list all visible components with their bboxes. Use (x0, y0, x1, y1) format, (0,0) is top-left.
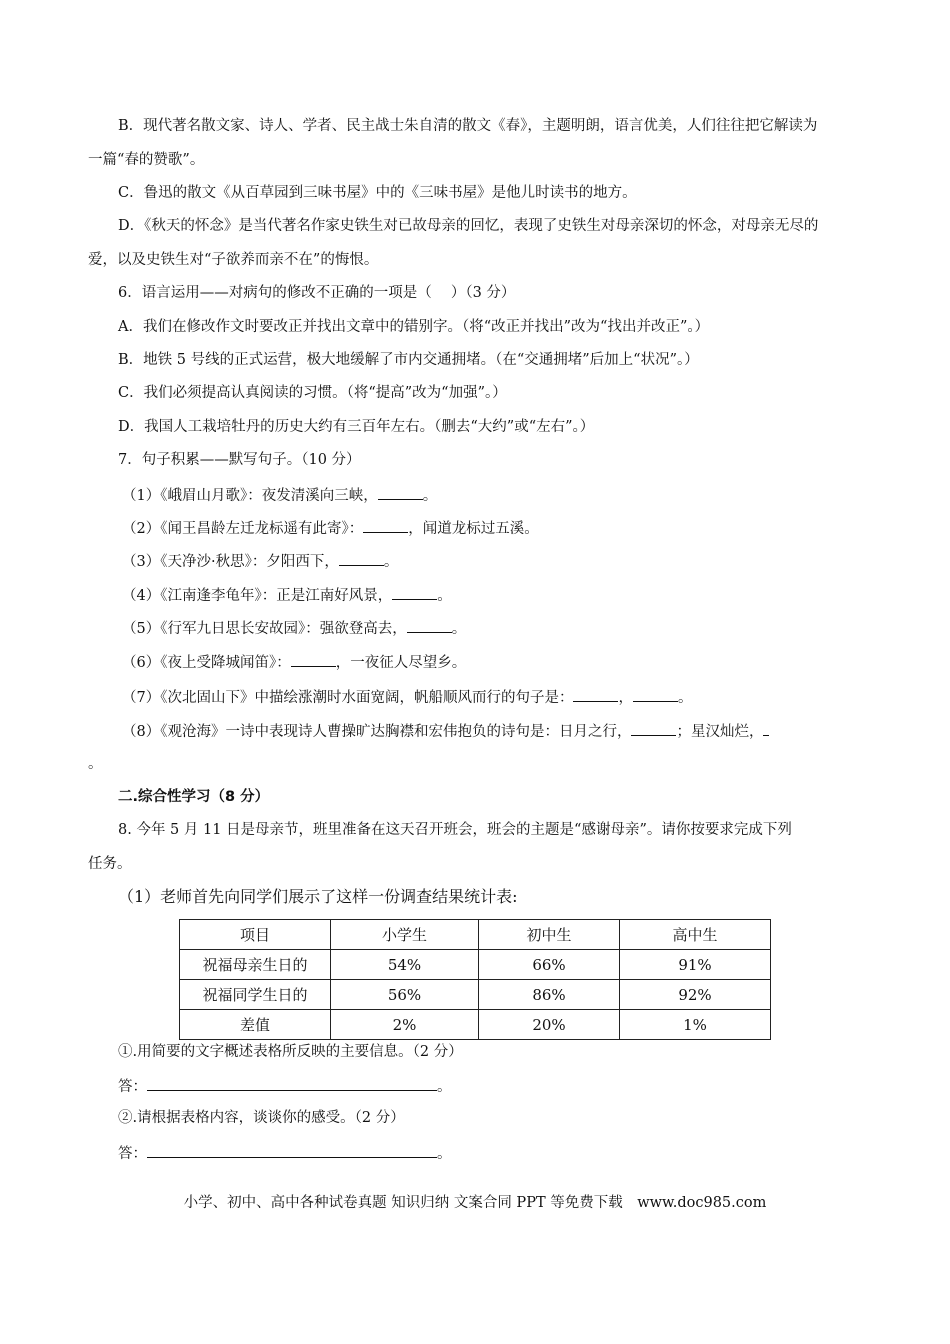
question-8-sub1: （1）老师首先向同学们展示了这样一份调查结果统计表: (118, 887, 518, 906)
answer-blank[interactable] (631, 720, 676, 736)
question-8-line2: 任务。 (88, 856, 132, 872)
table-header-cell: 小学生 (331, 920, 479, 950)
poem-item-3 (122, 550, 398, 572)
answer-label: 答： (118, 1146, 147, 1162)
question-8-part2: ②.请根据表格内容，谈谈你的感受。（2 分） (118, 1110, 405, 1126)
option-6d: D．我国人工栽培牡丹的历史大约有三百年左右。（删去“大约”或“左右”。） (118, 419, 595, 435)
poem-item-8-mid: ；星汉灿烂， (676, 724, 764, 740)
table-header-cell: 初中生 (479, 920, 620, 950)
question-7: 7．句子积累——默写句子。（10 分） (118, 452, 361, 468)
answer-blank[interactable] (573, 686, 618, 702)
poem-item-4-end: 。 (437, 588, 452, 604)
answer-end: 。 (437, 1146, 452, 1162)
table-cell: 差值 (180, 1010, 331, 1040)
table-row (180, 980, 771, 1010)
answer-line-1 (118, 1075, 452, 1097)
table-row (180, 1010, 771, 1040)
poem-item-5-text: （5）《行军九日思长安故园》：强欲登高去， (122, 621, 407, 637)
answer-blank[interactable] (763, 720, 769, 736)
answer-label: 答： (118, 1079, 147, 1095)
table-cell: 54% (331, 950, 479, 980)
table-header-cell: 高中生 (620, 920, 771, 950)
poem-item-1-end: 。 (422, 488, 438, 504)
poem-item-8-end: 。 (88, 756, 103, 772)
table-cell: 1% (620, 1010, 771, 1040)
poem-item-7-mid: ， (618, 690, 633, 706)
table-cell: 66% (479, 950, 620, 980)
question-6: 6．语言运用——对病句的修改不正确的一项是（ ）（3 分） (118, 285, 516, 301)
option-6b: B．地铁 5 号线的正式运营，极大地缓解了市内交通拥堵。（在“交通拥堵”后加上“状况”。） (118, 352, 699, 368)
table-cell: 86% (479, 980, 620, 1010)
table-row (180, 950, 771, 980)
question-8-line1: 8. 今年 5 月 11 日是母亲节，班里准备在这天召开班会，班会的主题是“感谢母亲”。请你按要求完成下列 (118, 822, 792, 838)
answer-blank[interactable] (147, 1075, 437, 1091)
section-2-title: 二.综合性学习（8 分） (118, 789, 270, 805)
option-6c: C．我们必须提高认真阅读的习惯。（将“提高”改为“加强”。） (118, 385, 507, 401)
poem-item-2-end: ，闻道龙标过五溪。 (408, 521, 539, 537)
answer-blank[interactable] (291, 651, 336, 667)
poem-item-5 (122, 617, 466, 639)
answer-blank[interactable] (147, 1142, 437, 1158)
answer-blank[interactable] (633, 686, 678, 702)
answer-blank[interactable] (392, 584, 437, 600)
table-cell: 2% (331, 1010, 479, 1040)
poem-item-4-text: （4）《江南逢李龟年》：正是江南好风景， (122, 588, 393, 604)
option-5c: C．鲁迅的散文《从百草园到三味书屋》中的《三味书屋》是他儿时读书的地方。 (118, 185, 637, 201)
poem-item-7-end: 。 (677, 690, 693, 706)
table-cell: 祝福母亲生日的 (180, 950, 331, 980)
poem-item-7 (122, 686, 692, 708)
table-cell: 祝福同学生日的 (180, 980, 331, 1010)
question-8-part1: ①.用简要的文字概述表格所反映的主要信息。（2 分） (118, 1044, 463, 1060)
answer-end: 。 (437, 1079, 452, 1095)
poem-item-7-text: （7）《次北固山下》中描绘涨潮时水面宽阔，帆船顺风而行的句子是： (122, 690, 574, 706)
poem-item-1-text: （1）《峨眉山月歌》：夜发清溪向三峡， (122, 488, 378, 504)
option-5d-line2: 爱，以及史铁生对“子欲养而亲不在”的悔恨。 (88, 252, 379, 268)
table-cell: 92% (620, 980, 771, 1010)
table-cell: 56% (331, 980, 479, 1010)
poem-item-2-text: （2）《闻王昌龄左迁龙标遥有此寄》： (122, 521, 364, 537)
survey-table (179, 919, 771, 1040)
poem-item-2 (122, 517, 539, 539)
answer-blank[interactable] (339, 550, 384, 566)
table-header-cell: 项目 (180, 920, 331, 950)
poem-item-6 (122, 651, 466, 673)
poem-item-3-end: 。 (383, 554, 399, 570)
table-header-row (180, 920, 771, 950)
poem-item-6-end: ，一夜征人尽望乡。 (335, 655, 467, 671)
table-cell: 20% (479, 1010, 620, 1040)
poem-item-6-text: （6）《夜上受降城闻笛》： (122, 655, 291, 671)
poem-item-5-end: 。 (451, 621, 467, 637)
poem-item-8-text: （8）《观沧海》一诗中表现诗人曹操旷达胸襟和宏伟抱负的诗句是：日月之行， (122, 724, 632, 740)
option-5d-line1: D．《秋天的怀念》是当代著名作家史铁生对已故母亲的回忆，表现了史铁生对母亲深切的怀念，对母亲无尽的 (118, 218, 819, 234)
poem-item-3-text: （3）《天净沙·秋思》：夕阳西下， (122, 554, 339, 570)
poem-item-4 (122, 584, 452, 606)
poem-item-1 (122, 484, 437, 506)
answer-blank[interactable] (407, 617, 452, 633)
table-cell: 91% (620, 950, 771, 980)
option-5b-line2: 一篇“春的赞歌”。 (88, 152, 205, 168)
answer-line-2 (118, 1142, 452, 1164)
page-footer: 小学、初中、高中各种试卷真题 知识归纳 文案合同 PPT 等免费下载 www.doc985.com (183, 1195, 767, 1211)
option-5b-line1: B．现代著名散文家、诗人、学者、民主战士朱自清的散文《春》，主题明朗，语言优美，人们往往把它解读为 (118, 118, 818, 134)
answer-blank[interactable] (378, 484, 423, 500)
poem-item-8 (122, 720, 769, 742)
option-6a: A．我们在修改作文时要改正并找出文章中的错别字。（将“改正并找出”改为“找出并改正”。） (118, 319, 710, 335)
answer-blank[interactable] (363, 517, 408, 533)
